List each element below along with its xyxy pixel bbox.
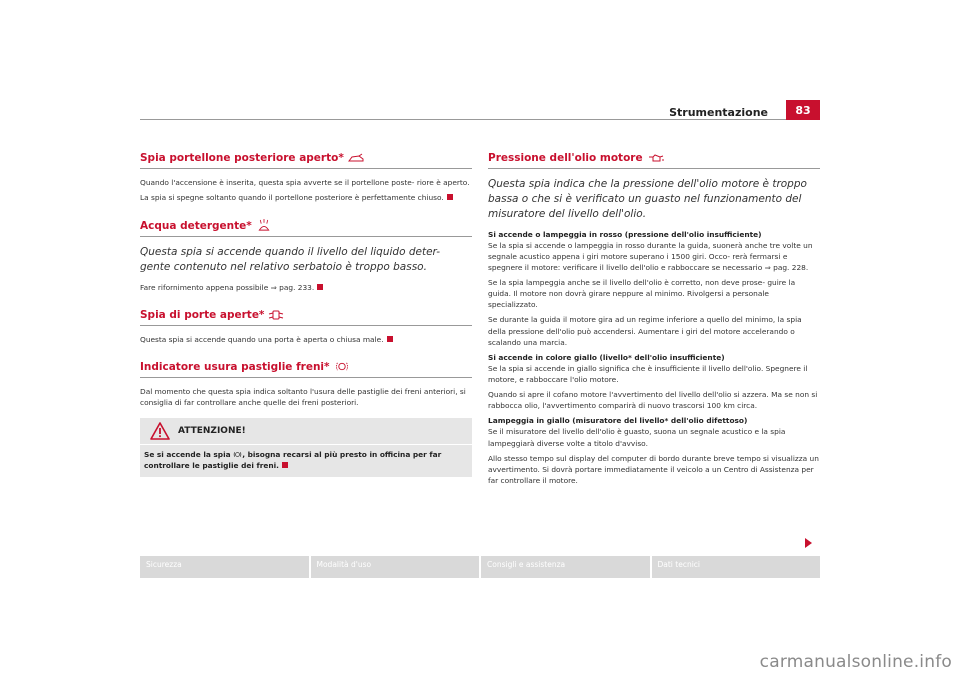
paragraph: Se la spia lampeggia anche se il livello dell'olio è corretto, non deve prose- guire la guida. Il motore non dovrà girare neppure al minimo. Rivolgersi a personale specializzato. (488, 278, 796, 310)
warning-text: Se si accende la spia , bisogna recarsi al più presto in officina per far controllare le pastiglie dei freni. (144, 450, 442, 471)
brake-pad-wear-icon (334, 361, 350, 372)
warning-triangle-icon (150, 422, 170, 440)
section-heading (140, 152, 472, 169)
washer-fluid-icon (256, 219, 272, 232)
section-heading (140, 309, 472, 326)
heading-text: Spia di porte aperte* (140, 308, 265, 321)
tab-sicurezza[interactable]: Sicurezza (140, 556, 309, 578)
end-mark (282, 462, 288, 468)
paragraph: Dal momento che questa spia indica soltanto l'usura delle pastiglie dei freni anteriori, si consiglia di far controllare anche quelle dei freni posteriori. (140, 386, 466, 407)
subheading: Lampeggia in giallo (misuratore del livello* dell'olio difettoso) (488, 416, 748, 426)
continue-arrow-icon[interactable] (805, 538, 812, 548)
brake-pad-wear-icon (233, 451, 242, 458)
intro-text: Questa spia indica che la pressione dell'olio motore è troppo bassa o che si è verificato un guasto nel funzionamento del misuratore del livello dell'olio. (488, 178, 807, 221)
left-column (140, 152, 472, 493)
paragraph: Se la spia si accende o lampeggia in rosso durante la guida, suonerà anche tre volte un segnale acustico appena i giri motore superano i 1500 giri. Occo- rerà fermarsi e spegnere il motore: verificare il livello dell'olio e rabboccare se necessario ⇒ pag. 228. (488, 240, 813, 272)
tab-dati-tecnici[interactable]: Dati tecnici (652, 556, 821, 578)
section-doors (140, 309, 472, 345)
paragraph: La spia si spegne soltanto quando il portellone posteriore è perfettamente chiuso. (140, 192, 472, 203)
heading-text: Spia portellone posteriore aperto* (140, 152, 344, 164)
header-rule (140, 119, 786, 120)
subheading: Si accende o lampeggia in rosso (pressione dell'olio insufficiente) (488, 229, 762, 239)
section-heading (140, 219, 472, 237)
watermark: carmanualsonline.info (759, 652, 952, 672)
warning-box (140, 418, 472, 477)
heading-text: Acqua detergente* (140, 219, 252, 232)
paragraph: Quando l'accensione è inserita, questa spia avverte se il portellone poste- riore è aperto. (140, 178, 470, 187)
paragraph: Allo stesso tempo sul display del computer di bordo durante breve tempo si visualizza un avvertimento. Si dovrà portare immediatamente il veicolo a un Centro di Assistenza per far controllare il motore. (488, 453, 819, 485)
paragraph: Se il misuratore del livello dell'olio è guasto, suona un segnale acustico e la spia lampeggiarà diverse volte a titolo d'avviso. (488, 427, 786, 448)
tailgate-open-icon (348, 153, 364, 163)
page-number: 83 (786, 100, 820, 120)
tab-consigli-assistenza[interactable]: Consigli e assistenza (481, 556, 650, 578)
end-mark (317, 284, 323, 290)
oil-pressure-icon (647, 153, 665, 163)
warning-header (140, 418, 472, 445)
right-column (488, 152, 820, 490)
footer-nav (140, 556, 820, 578)
paragraph: Fare rifornimento appena possibile ⇒ pag. 233. (140, 282, 472, 293)
paragraph: Se durante la guida il motore gira ad un regime inferiore a quello del minimo, la spia della pressione dell'olio può accendersi. Aumentare i giri del motore accelerando o scalando una marcia. (488, 315, 802, 347)
subheading: Si accende in colore giallo (livello* dell'olio insufficiente) (488, 352, 725, 362)
end-mark (387, 336, 393, 342)
paragraph: Quando si apre il cofano motore l'avvertimento del livello dell'olio si azzera. Ma se non si rabbocca olio, l'avvertimento comparirà di nuovo trascorsi 100 km circa. (488, 390, 818, 411)
heading-text: Pressione dell'olio motore (488, 152, 643, 164)
warning-title: ATTENZIONE! (178, 426, 246, 437)
tab-modalita-duso[interactable]: Modalità d'uso (311, 556, 480, 578)
section-washer (140, 219, 472, 293)
paragraph: Se la spia si accende in giallo significa che è insufficiente il livello dell'olio. Spegnere il motore, e rabboccare l'olio motore. (488, 363, 808, 384)
section-brake-pads (140, 361, 472, 477)
heading-text: Indicatore usura pastiglie freni* (140, 360, 330, 373)
section-tailgate (140, 152, 472, 203)
section-heading (488, 152, 820, 169)
end-mark (447, 194, 453, 200)
section-heading (140, 361, 472, 378)
doors-open-icon (268, 310, 284, 320)
paragraph: Questa spia si accende quando una porta è aperta o chiusa male. (140, 334, 472, 345)
page-header-title: Strumentazione (669, 106, 768, 119)
intro-text: Questa spia si accende quando il livello del liquido deter- gente contenuto nel relativo serbatoio è troppo basso. (140, 246, 441, 274)
